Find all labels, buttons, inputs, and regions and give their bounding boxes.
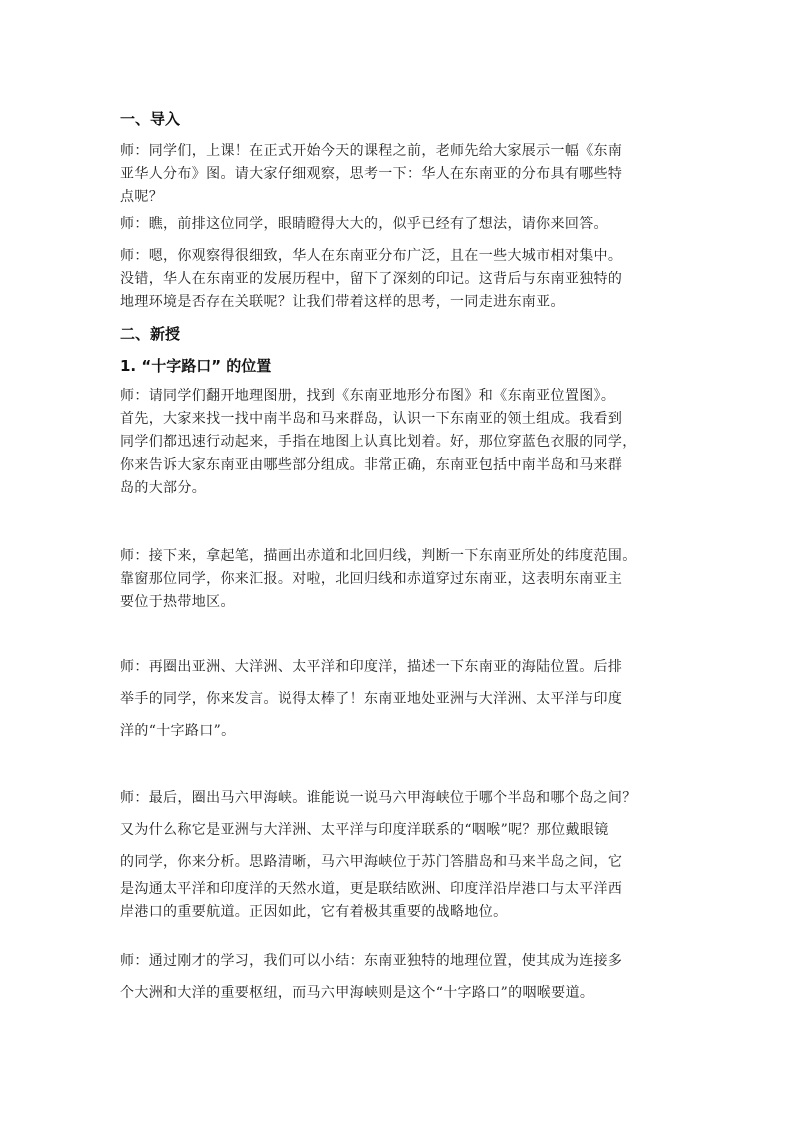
lesson-paragraph-2 xyxy=(120,545,680,614)
text-line: 师：最后，圈出马六甲海峡。谁能说一说马六甲海峡位于哪个半岛和哪个岛之间？ xyxy=(120,790,637,806)
text-line: 靠窗那位同学，你来汇报。对啦，北回归线和赤道穿过东南亚，这表明东南亚主 xyxy=(120,571,623,587)
text-line: 亚华人分布》图。请大家仔细观察，思考一下：华人在东南亚的分布具有哪些特 xyxy=(120,166,623,182)
text-line: 师：瞧，前排这位同学，眼睛瞪得大大的，似乎已经有了想法，请你来回答。 xyxy=(120,216,608,232)
intro-paragraph-1 xyxy=(120,140,680,209)
intro-paragraph-2 xyxy=(120,213,680,236)
text-line: 是沟通太平洋和印度洋的天然水道，更是联结欧洲、印度洋沿岸港口与太平洋西 xyxy=(120,881,623,897)
subsection-heading-crossroads: 1. “十字路口” 的位置 xyxy=(120,357,272,375)
lesson-paragraph-3 xyxy=(120,651,680,747)
text-line: 师：通过刚才的学习，我们可以小结：东南亚独特的地理位置，使其成为连接多 xyxy=(120,953,623,969)
text-line: 师：同学们，上课！在正式开始今天的课程之前，老师先给大家展示一幅《东南 xyxy=(120,143,623,159)
text-line: 的同学，你来分析。思路清晰，马六甲海峡位于苏门答腊岛和马来半岛之间，它 xyxy=(120,854,623,870)
text-line: 洋的“十字路口”。 xyxy=(120,723,236,739)
text-line: 要位于热带地区。 xyxy=(120,594,235,610)
text-line: 个大洲和大洋的重要枢纽，而马六甲海峡则是这个“十字路口”的咽喉要道。 xyxy=(120,985,595,1001)
text-line: 岸港口的重要航道。正因如此，它有着极其重要的战略地位。 xyxy=(120,904,508,920)
text-line: 师：再圈出亚洲、大洋洲、太平洋和印度洋，描述一下东南亚的海陆位置。后排 xyxy=(120,659,623,675)
text-line: 师：请同学们翻开地理图册，找到《东南亚地形分布图》和《东南亚位置图》。 xyxy=(120,388,616,404)
section-heading-new: 二、新授 xyxy=(120,325,181,343)
text-line: 没错，华人在东南亚的发展历程中，留下了深刻的印记。这背后与东南亚独特的 xyxy=(120,271,623,287)
text-line: 师：嗯，你观察得很细致，华人在东南亚分布广泛，且在一些大城市相对集中。 xyxy=(120,248,623,264)
text-line: 你来告诉大家东南亚由哪些部分组成。非常正确，东南亚包括中南半岛和马来群 xyxy=(120,457,623,473)
lesson-paragraph-1 xyxy=(120,385,680,500)
text-line: 同学们都迅速行动起来，手指在地图上认真比划着。好，那位穿蓝色衣服的同学， xyxy=(120,434,637,450)
text-line: 首先，大家来找一找中南半岛和马来群岛，认识一下东南亚的领土组成。我看到 xyxy=(120,411,623,427)
text-line: 点呢？ xyxy=(120,189,164,205)
section-heading-intro: 一、导入 xyxy=(120,110,181,128)
lesson-paragraph-4 xyxy=(120,782,680,924)
text-line: 又为什么称它是亚洲与大洋洲、太平洋与印度洋联系的“咽喉”呢？那位戴眼镜 xyxy=(120,822,609,838)
text-line: 师：接下来，拿起笔，描画出赤道和北回归线，判断一下东南亚所处的纬度范围。 xyxy=(120,548,637,564)
text-line: 岛的大部分。 xyxy=(120,480,207,496)
text-line: 举手的同学，你来发言。说得太棒了！东南亚地处亚洲与大洋洲、太平洋与印度 xyxy=(120,691,623,707)
intro-paragraph-3 xyxy=(120,245,680,314)
text-line: 地理环境是否存在关联呢？让我们带着这样的思考，一同走进东南亚。 xyxy=(120,294,565,310)
lesson-paragraph-5 xyxy=(120,945,680,1009)
